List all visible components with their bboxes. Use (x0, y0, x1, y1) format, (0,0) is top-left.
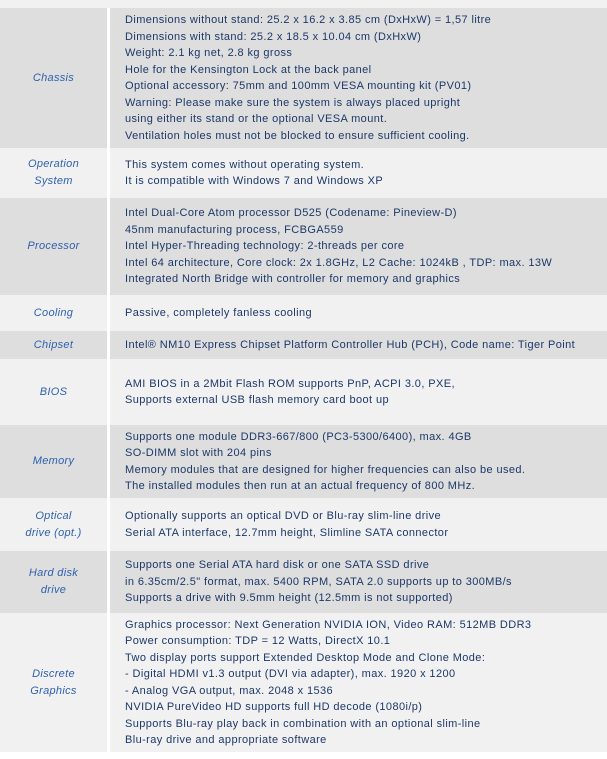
spec-row-bios (0, 359, 607, 425)
text-line: Optional accessory: 75mm and 100mm VESA mounting kit (PV01) (125, 80, 472, 92)
text-line: Supports a drive with 9.5mm height (12.5mm is not supported) (125, 592, 453, 605)
text-line: Warning: Please make sure the system is always placed upright (125, 96, 461, 109)
spec-row-operation-system (0, 148, 607, 198)
spec-row-optical-drive (0, 498, 607, 551)
text-line: Graphics processor: Next Generation NVIDIA ION, Video RAM: 512MB DDR3 (125, 618, 532, 631)
spec-row-chassis (0, 8, 607, 148)
text-line: 45nm manufacturing process, FCBGA559 (125, 223, 344, 236)
text-line: Blu-ray drive and appropriate software (125, 734, 327, 746)
row-label-chassis (0, 8, 107, 148)
row-content-memory (110, 425, 607, 498)
bottom-separator-strip (0, 752, 607, 759)
row-label-processor (0, 198, 107, 295)
text-line: Hole for the Kensington Lock at the back panel (125, 63, 372, 76)
text-line: Supports one module DDR3-667/800 (PC3-5300/6400), max. 4GB (125, 430, 472, 443)
text-line: Optionally supports an optical DVD or Blu-ray slim-line drive (125, 510, 442, 522)
row-label-chipset (0, 331, 107, 359)
row-content-optical-drive (110, 498, 607, 551)
text-line: - Digital HDMI v1.3 output (DVI via adapter), max. 1920 x 1200 (125, 668, 456, 680)
text-line: Discrete (32, 667, 75, 680)
row-content-cooling (110, 295, 607, 331)
text-line: Operation (27, 158, 79, 170)
text-line: drive (40, 584, 67, 596)
text-line: Intel Dual-Core Atom processor D525 (Codename: Pineview-D) (125, 207, 457, 220)
text-line: The installed modules then run at an actual frequency of 800 MHz. (125, 480, 476, 492)
text-line: System (34, 175, 73, 187)
text-line: Passive, completely fanless cooling (125, 306, 313, 319)
row-label-optical-drive (0, 498, 107, 551)
text-line: This system comes without operating system. (125, 158, 365, 171)
text-line: SO-DIMM slot with 204 pins (125, 447, 272, 459)
row-content-discrete-graphics (110, 613, 607, 752)
text-line: Two display ports support Extended Desktop Mode and Clone Mode: (125, 651, 486, 664)
text-line: BIOS (39, 385, 68, 398)
text-line: It is compatible with Windows 7 and Windows XP (125, 175, 384, 187)
spec-row-discrete-graphics (0, 613, 607, 752)
text-line: Intel® NM10 Express Chipset Platform Controller Hub (PCH), Code name: Tiger Point (125, 338, 576, 351)
row-content-bios (110, 359, 607, 425)
text-line: Weight: 2.1 kg net, 2.8 kg gross (125, 47, 293, 59)
row-label-operation-system (0, 148, 107, 198)
spec-row-processor (0, 198, 607, 295)
text-line: AMI BIOS in a 2Mbit Flash ROM supports PnP, ACPI 3.0, PXE, (125, 377, 455, 390)
text-line: using either its stand or the optional VESA mount. (125, 113, 388, 125)
text-line: Integrated North Bridge with controller for memory and graphics (125, 273, 461, 286)
row-content-hard-disk-drive (110, 551, 607, 613)
text-line: Power consumption: TDP = 12 Watts, DirectX 10.1 (125, 635, 391, 647)
text-line: Supports Blu-ray play back in combination with an optional slim-line (125, 717, 481, 730)
text-line: Chipset (33, 338, 74, 351)
text-line: Graphics (30, 684, 77, 697)
row-label-memory (0, 425, 107, 498)
text-line: Optical (35, 509, 72, 522)
spec-row-cooling (0, 295, 607, 331)
text-line: drive (opt.) (25, 526, 82, 539)
row-content-processor (110, 198, 607, 295)
text-line: Memory modules that are designed for higher frequencies can also be used. (125, 463, 526, 476)
text-line: Dimensions without stand: 25.2 x 16.2 x 3.85 cm (DxHxW) = 1,57 litre (125, 14, 492, 26)
text-line: Cooling (33, 306, 74, 319)
text-line: Processor (27, 240, 80, 252)
row-label-discrete-graphics (0, 613, 107, 752)
row-content-chipset (110, 331, 607, 359)
row-label-cooling (0, 295, 107, 331)
text-line: Intel 64 architecture, Core clock: 2x 1.8GHz, L2 Cache: 1024kB , TDP: max. 13W (125, 256, 553, 269)
text-line: Dimensions with stand: 25.2 x 18.5 x 10.04 cm (DxHxW) (125, 30, 422, 43)
row-content-chassis (110, 8, 607, 148)
text-line: Serial ATA interface, 12.7mm height, Slimline SATA connector (125, 526, 449, 539)
top-separator-strip (0, 0, 607, 8)
text-line: Ventilation holes must not be blocked to ensure sufficient cooling. (125, 129, 470, 142)
text-line: Hard disk (28, 567, 79, 579)
text-line: - Analog VGA output, max. 2048 x 1536 (125, 684, 334, 697)
row-label-bios (0, 359, 107, 425)
row-content-operation-system (110, 148, 607, 198)
text-line: Supports external USB flash memory card boot up (125, 394, 389, 406)
text-line: Chassis (32, 71, 75, 84)
row-label-hard-disk-drive (0, 551, 107, 613)
text-line: in 6.35cm/2.5" format, max. 5400 RPM, SATA 2.0 supports up to 300MB/s (125, 575, 512, 588)
text-line: Supports one Serial ATA hard disk or one SATA SSD drive (125, 559, 430, 572)
spec-row-hard-disk-drive (0, 551, 607, 613)
spec-row-chipset (0, 331, 607, 359)
text-line: Intel Hyper-Threading technology: 2-threads per core (125, 240, 405, 253)
text-line: Memory (32, 455, 75, 467)
text-line: NVIDIA PureVideo HD supports full HD decode (1080i/p) (125, 701, 423, 713)
spec-row-memory (0, 425, 607, 498)
